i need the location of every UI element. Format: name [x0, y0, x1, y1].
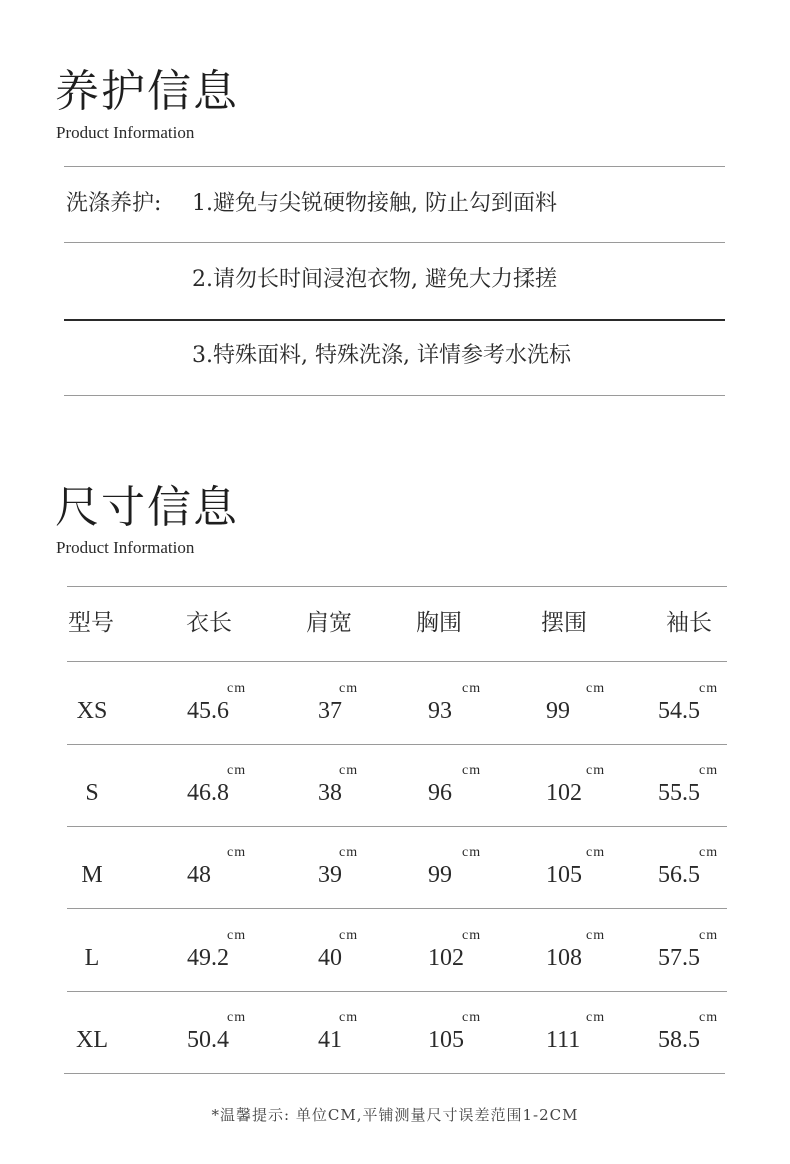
size-cell: XS	[76, 698, 108, 724]
measurement-cell: 39	[318, 862, 342, 888]
header-shoulder: 肩宽	[306, 610, 352, 636]
unit-label: cm	[699, 928, 719, 943]
unit-label: cm	[462, 1010, 482, 1025]
care-label: 洗涤养护:	[66, 191, 162, 216]
size-section-title: 尺寸信息	[55, 482, 239, 533]
header-sleeve: 袖长	[666, 610, 712, 636]
size-cell: M	[81, 862, 103, 888]
divider	[67, 991, 727, 992]
measurement-cell: 102	[428, 945, 464, 971]
divider	[67, 908, 727, 909]
measurement-cell: 105	[428, 1027, 464, 1053]
unit-label: cm	[339, 928, 359, 943]
unit-label: cm	[586, 845, 606, 860]
care-line-3: 3.特殊面料, 特殊洗涤, 详情参考水洗标	[192, 343, 571, 368]
measurement-cell: 58.5	[658, 1027, 700, 1053]
table-top-border	[67, 586, 727, 587]
unit-label: cm	[339, 1010, 359, 1025]
unit-label: cm	[462, 928, 482, 943]
footnote: *温馨提示: 单位CM,平铺测量尺寸误差范围1-2CM	[211, 1106, 579, 1124]
size-cell: XL	[76, 1027, 108, 1053]
measurement-cell: 38	[318, 780, 342, 806]
unit-label: cm	[227, 763, 247, 778]
unit-label: cm	[339, 681, 359, 696]
divider	[64, 319, 725, 321]
unit-label: cm	[227, 1010, 247, 1025]
care-line-1: 1.避免与尖锐硬物接触, 防止勾到面料	[192, 191, 557, 216]
measurement-cell: 111	[546, 1027, 581, 1053]
measurement-cell: 56.5	[658, 862, 700, 888]
measurement-cell: 99	[546, 698, 570, 724]
divider	[67, 661, 727, 662]
care-section-subtitle: Product Information	[56, 123, 195, 142]
care-section-title: 养护信息	[55, 66, 239, 117]
unit-label: cm	[462, 763, 482, 778]
size-cell: L	[84, 945, 100, 971]
measurement-cell: 49.2	[187, 945, 229, 971]
measurement-cell: 50.4	[187, 1027, 229, 1053]
measurement-cell: 45.6	[187, 698, 229, 724]
measurement-cell: 57.5	[658, 945, 700, 971]
unit-label: cm	[586, 681, 606, 696]
divider	[67, 826, 727, 827]
measurement-cell: 99	[428, 862, 452, 888]
unit-label: cm	[227, 681, 247, 696]
measurement-cell: 40	[318, 945, 342, 971]
unit-label: cm	[339, 763, 359, 778]
unit-label: cm	[227, 845, 247, 860]
unit-label: cm	[699, 763, 719, 778]
unit-label: cm	[699, 681, 719, 696]
measurement-cell: 54.5	[658, 698, 700, 724]
measurement-cell: 93	[428, 698, 452, 724]
divider	[64, 166, 725, 167]
header-length: 衣长	[186, 610, 232, 636]
measurement-cell: 46.8	[187, 780, 229, 806]
measurement-cell: 108	[546, 945, 582, 971]
divider	[67, 744, 727, 745]
unit-label: cm	[699, 1010, 719, 1025]
measurement-cell: 105	[546, 862, 582, 888]
unit-label: cm	[462, 845, 482, 860]
unit-label: cm	[339, 845, 359, 860]
unit-label: cm	[586, 928, 606, 943]
measurement-cell: 55.5	[658, 780, 700, 806]
divider	[64, 242, 725, 243]
divider	[64, 395, 725, 396]
unit-label: cm	[227, 928, 247, 943]
measurement-cell: 48	[187, 862, 211, 888]
unit-label: cm	[699, 845, 719, 860]
unit-label: cm	[586, 1010, 606, 1025]
measurement-cell: 41	[318, 1027, 342, 1053]
unit-label: cm	[462, 681, 482, 696]
header-chest: 胸围	[416, 610, 462, 636]
measurement-cell: 102	[546, 780, 582, 806]
divider	[64, 1073, 725, 1074]
size-cell: S	[85, 780, 99, 806]
header-model: 型号	[68, 610, 114, 636]
care-line-2: 2.请勿长时间浸泡衣物, 避免大力揉搓	[192, 267, 557, 292]
header-hem: 摆围	[541, 610, 587, 636]
size-section-subtitle: Product Information	[56, 538, 195, 557]
measurement-cell: 96	[428, 780, 452, 806]
measurement-cell: 37	[318, 698, 342, 724]
unit-label: cm	[586, 763, 606, 778]
